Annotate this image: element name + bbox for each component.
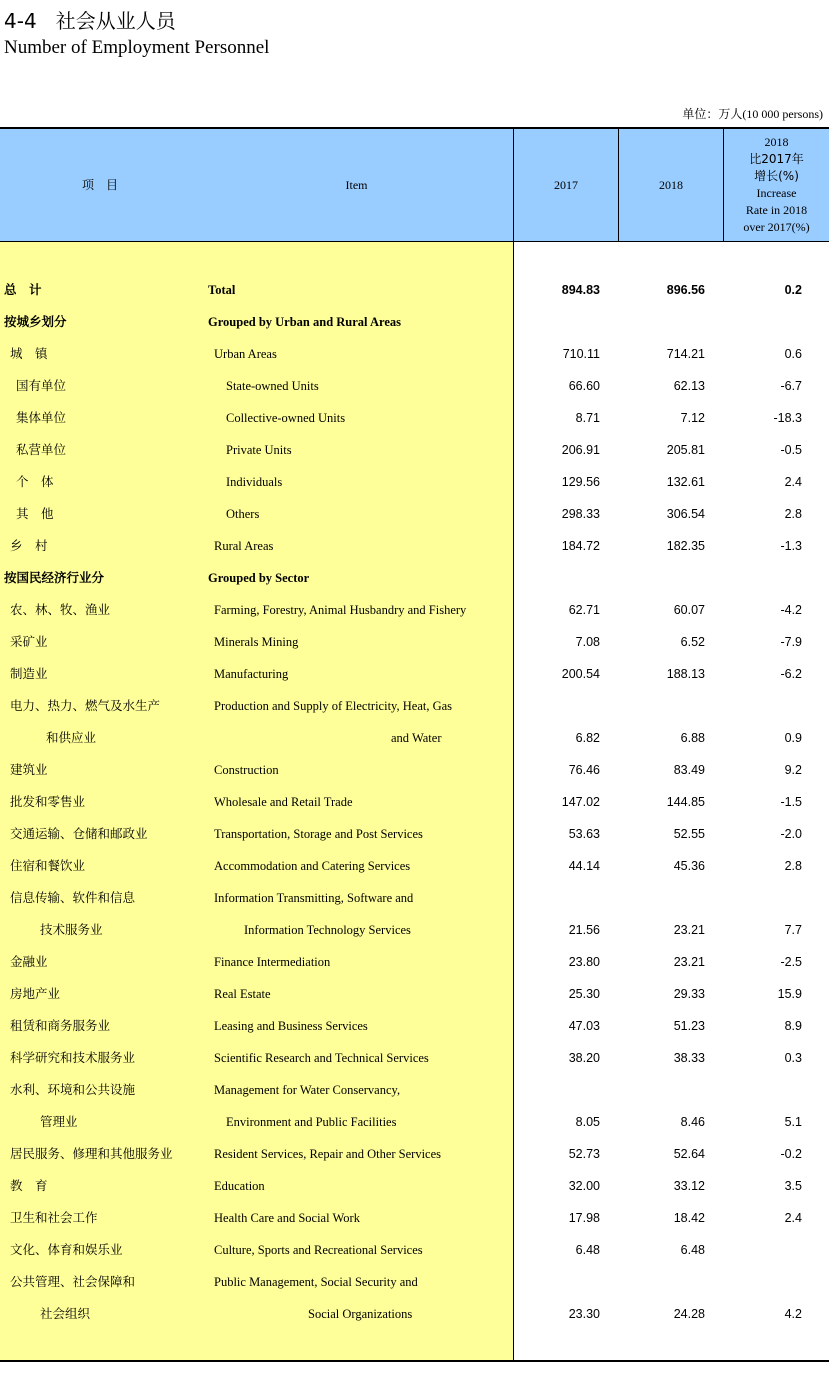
item-name-cn: 总 计 bbox=[4, 282, 42, 297]
item-name-cn: 水利、环境和公共设施 bbox=[10, 1082, 136, 1097]
item-name-cn: 国有单位 bbox=[16, 378, 67, 393]
value-2018: 714.21 bbox=[666, 347, 705, 361]
table-row bbox=[0, 914, 829, 946]
item-name-en: Total bbox=[208, 283, 236, 297]
item-name-en: Minerals Mining bbox=[214, 635, 299, 649]
item-name-cn: 管理业 bbox=[40, 1114, 78, 1129]
value-2018: 33.12 bbox=[673, 1179, 705, 1193]
table-title-cn: 社会从业人员 bbox=[55, 9, 176, 33]
table-bottom-rule bbox=[0, 1360, 829, 1362]
value-2017: 129.56 bbox=[561, 475, 600, 489]
item-name-en: Production and Supply of Electricity, Heat, Gas bbox=[214, 699, 453, 713]
table-row bbox=[0, 306, 829, 338]
increase-rate: 2.4 bbox=[784, 475, 802, 489]
item-name-cn: 信息传输、软件和信息 bbox=[10, 890, 136, 905]
value-2017: 44.14 bbox=[568, 859, 600, 873]
item-name-cn: 城 镇 bbox=[10, 346, 48, 361]
value-2018: 51.23 bbox=[673, 1019, 705, 1033]
increase-rate: 7.7 bbox=[784, 923, 802, 937]
table-row bbox=[0, 466, 829, 498]
table-row bbox=[0, 1074, 829, 1106]
increase-rate: 2.8 bbox=[784, 507, 802, 521]
table-row bbox=[0, 530, 829, 562]
increase-rate: -6.2 bbox=[780, 667, 802, 681]
value-2017: 62.71 bbox=[568, 603, 600, 617]
header-rate bbox=[724, 129, 829, 241]
value-2017: 710.11 bbox=[562, 347, 600, 361]
table-row bbox=[0, 1042, 829, 1074]
value-2017: 38.20 bbox=[568, 1051, 600, 1065]
item-name-cn: 私营单位 bbox=[16, 442, 67, 457]
item-name-cn: 卫生和社会工作 bbox=[10, 1210, 98, 1225]
value-2018: 144.85 bbox=[666, 795, 705, 809]
unit-note: 单位：万人(10 000 persons) bbox=[682, 107, 823, 121]
increase-rate: -1.3 bbox=[780, 539, 802, 553]
table-row bbox=[0, 1266, 829, 1298]
table-row bbox=[0, 562, 829, 594]
item-name-cn: 租赁和商务服务业 bbox=[10, 1018, 111, 1033]
table-row bbox=[0, 722, 829, 754]
increase-rate: -1.5 bbox=[780, 795, 802, 809]
table-row bbox=[0, 1138, 829, 1170]
header-2018: 2018 bbox=[659, 177, 683, 192]
item-name-en: State-owned Units bbox=[226, 379, 319, 393]
item-name-cn: 按国民经济行业分 bbox=[4, 570, 105, 585]
increase-rate: -7.9 bbox=[780, 635, 802, 649]
table-row bbox=[0, 1298, 829, 1330]
value-2018: 896.56 bbox=[666, 283, 705, 297]
item-name-en: Resident Services, Repair and Other Services bbox=[214, 1147, 442, 1161]
table-row bbox=[0, 594, 829, 626]
increase-rate: 3.5 bbox=[784, 1179, 802, 1193]
item-name-en: Farming, Forestry, Animal Husbandry and Fishery bbox=[214, 603, 467, 617]
table-row bbox=[0, 1234, 829, 1266]
header-rate-line: 增长(%) bbox=[754, 169, 799, 183]
item-name-cn: 公共管理、社会保障和 bbox=[10, 1274, 136, 1289]
increase-rate: 15.9 bbox=[777, 987, 802, 1001]
header-rate-line: over 2017(%) bbox=[743, 220, 810, 234]
value-2018: 8.46 bbox=[680, 1115, 705, 1129]
value-2017: 894.83 bbox=[561, 283, 600, 297]
increase-rate: -0.2 bbox=[780, 1147, 802, 1161]
item-name-cn: 房地产业 bbox=[10, 986, 61, 1001]
item-name-en: Private Units bbox=[226, 443, 292, 457]
value-2018: 23.21 bbox=[673, 955, 705, 969]
value-2018: 52.64 bbox=[673, 1147, 705, 1161]
item-name-en: Management for Water Conservancy, bbox=[214, 1083, 401, 1097]
item-name-cn: 技术服务业 bbox=[40, 922, 103, 937]
value-2017: 184.72 bbox=[561, 539, 600, 553]
item-name-cn: 制造业 bbox=[10, 666, 48, 681]
item-name-cn: 按城乡划分 bbox=[4, 314, 67, 329]
item-name-en: Transportation, Storage and Post Services bbox=[214, 827, 423, 841]
value-2017: 8.71 bbox=[575, 411, 600, 425]
item-name-en: Health Care and Social Work bbox=[214, 1211, 360, 1225]
value-2017: 21.56 bbox=[568, 923, 600, 937]
header-item-en: Item bbox=[345, 177, 368, 192]
value-2017: 6.48 bbox=[575, 1243, 600, 1257]
table-number: 4-4 bbox=[4, 9, 37, 33]
table-row bbox=[0, 690, 829, 722]
item-name-en: Culture, Sports and Recreational Services bbox=[214, 1243, 423, 1257]
item-name-en: Scientific Research and Technical Services bbox=[214, 1051, 429, 1065]
item-name-cn: 交通运输、仓储和邮政业 bbox=[10, 826, 148, 841]
table-code bbox=[4, 5, 176, 34]
item-name-en: Real Estate bbox=[214, 987, 271, 1001]
item-name-cn: 电力、热力、燃气及水生产 bbox=[10, 698, 161, 713]
value-2018: 306.54 bbox=[666, 507, 705, 521]
value-2017: 17.98 bbox=[568, 1211, 600, 1225]
value-2018: 38.33 bbox=[673, 1051, 705, 1065]
item-name-en: Finance Intermediation bbox=[214, 955, 331, 969]
item-name-en: Wholesale and Retail Trade bbox=[214, 795, 353, 809]
item-name-cn: 个 体 bbox=[16, 474, 54, 489]
header-rate-line: 2018 bbox=[764, 135, 789, 149]
item-name-en: Grouped by Urban and Rural Areas bbox=[208, 315, 401, 329]
increase-rate: -0.5 bbox=[780, 443, 802, 457]
table-row bbox=[0, 786, 829, 818]
value-2018: 6.48 bbox=[680, 1243, 705, 1257]
value-2018: 205.81 bbox=[666, 443, 705, 457]
item-name-en: Rural Areas bbox=[214, 539, 274, 553]
value-2018: 62.13 bbox=[673, 379, 705, 393]
item-name-en: Public Management, Social Security and bbox=[214, 1275, 418, 1289]
value-2017: 23.80 bbox=[568, 955, 600, 969]
item-name-en: Accommodation and Catering Services bbox=[214, 859, 411, 873]
table-row bbox=[0, 338, 829, 370]
table-row bbox=[0, 754, 829, 786]
item-name-en: Leasing and Business Services bbox=[214, 1019, 368, 1033]
item-name-en: Collective-owned Units bbox=[226, 411, 346, 425]
item-name-cn: 采矿业 bbox=[10, 634, 48, 649]
increase-rate: 0.6 bbox=[784, 347, 802, 361]
value-2018: 188.13 bbox=[666, 667, 705, 681]
header-2017: 2017 bbox=[554, 177, 578, 192]
increase-rate: 2.4 bbox=[784, 1211, 802, 1225]
item-name-cn: 文化、体育和娱乐业 bbox=[10, 1242, 123, 1257]
item-name-en: Urban Areas bbox=[214, 347, 277, 361]
increase-rate: 0.9 bbox=[784, 731, 802, 745]
table-row bbox=[0, 498, 829, 530]
item-name-cn: 批发和零售业 bbox=[10, 794, 86, 809]
table-title-en: Number of Employment Personnel bbox=[4, 37, 270, 58]
value-2017: 53.63 bbox=[568, 827, 600, 841]
table-row bbox=[0, 626, 829, 658]
value-2017: 52.73 bbox=[568, 1147, 600, 1161]
increase-rate: 0.3 bbox=[784, 1051, 802, 1065]
value-2018: 29.33 bbox=[673, 987, 705, 1001]
value-2018: 182.35 bbox=[666, 539, 705, 553]
item-name-en: Construction bbox=[214, 763, 279, 777]
value-2018: 7.12 bbox=[680, 411, 705, 425]
table-row bbox=[0, 434, 829, 466]
item-name-cn: 金融业 bbox=[10, 954, 48, 969]
value-2018: 132.61 bbox=[666, 475, 705, 489]
item-name-cn: 住宿和餐饮业 bbox=[10, 858, 86, 873]
item-name-en: and Water bbox=[391, 731, 442, 745]
value-2018: 45.36 bbox=[673, 859, 705, 873]
value-2017: 6.82 bbox=[575, 731, 600, 745]
header-rate-line: Rate in 2018 bbox=[745, 203, 808, 217]
increase-rate: -2.5 bbox=[780, 955, 802, 969]
item-name-en: Manufacturing bbox=[214, 667, 289, 681]
table-row bbox=[0, 818, 829, 850]
item-name-cn: 其 他 bbox=[16, 506, 54, 521]
item-name-en: Social Organizations bbox=[308, 1307, 413, 1321]
table-row bbox=[0, 370, 829, 402]
value-2017: 206.91 bbox=[561, 443, 600, 457]
value-2017: 47.03 bbox=[568, 1019, 600, 1033]
value-2017: 32.00 bbox=[568, 1179, 600, 1193]
value-2017: 147.02 bbox=[561, 795, 600, 809]
item-name-cn: 农、林、牧、渔业 bbox=[10, 602, 111, 617]
table-row bbox=[0, 1170, 829, 1202]
item-name-cn: 教 育 bbox=[10, 1178, 48, 1193]
value-2018: 23.21 bbox=[673, 923, 705, 937]
item-name-cn: 科学研究和技术服务业 bbox=[10, 1050, 136, 1065]
value-2018: 60.07 bbox=[673, 603, 705, 617]
item-name-en: Education bbox=[214, 1179, 265, 1193]
item-name-cn: 居民服务、修理和其他服务业 bbox=[10, 1146, 173, 1161]
value-2017: 76.46 bbox=[568, 763, 600, 777]
value-2017: 200.54 bbox=[561, 667, 600, 681]
value-2017: 66.60 bbox=[568, 379, 600, 393]
value-2018: 52.55 bbox=[673, 827, 705, 841]
item-name-en: Information Transmitting, Software and bbox=[214, 891, 414, 905]
table-row bbox=[0, 658, 829, 690]
increase-rate: 8.9 bbox=[784, 1019, 802, 1033]
item-name-en: Individuals bbox=[226, 475, 283, 489]
table-row bbox=[0, 1202, 829, 1234]
item-name-en: Grouped by Sector bbox=[208, 571, 310, 585]
item-name-en: Others bbox=[226, 507, 260, 521]
item-name-cn: 和供应业 bbox=[46, 730, 97, 745]
value-2018: 24.28 bbox=[673, 1307, 705, 1321]
increase-rate: 9.2 bbox=[784, 763, 802, 777]
table-row bbox=[0, 274, 829, 306]
increase-rate: 5.1 bbox=[784, 1115, 802, 1129]
item-name-cn: 社会组织 bbox=[40, 1306, 91, 1321]
value-2017: 25.30 bbox=[568, 987, 600, 1001]
header-item-cn: 项 目 bbox=[81, 177, 118, 192]
value-2017: 23.30 bbox=[568, 1307, 600, 1321]
header-rate-line: 比2017年 bbox=[749, 152, 804, 166]
increase-rate: -4.2 bbox=[780, 603, 802, 617]
item-name-cn: 建筑业 bbox=[10, 762, 48, 777]
value-2018: 83.49 bbox=[673, 763, 705, 777]
table-row bbox=[0, 978, 829, 1010]
value-2017: 298.33 bbox=[561, 507, 600, 521]
item-name-en: Information Technology Services bbox=[244, 923, 411, 937]
increase-rate: -18.3 bbox=[773, 411, 802, 425]
value-2017: 8.05 bbox=[575, 1115, 600, 1129]
value-2018: 6.88 bbox=[680, 731, 705, 745]
increase-rate: 2.8 bbox=[784, 859, 802, 873]
item-name-cn: 乡 村 bbox=[10, 538, 48, 553]
table-row bbox=[0, 1106, 829, 1138]
increase-rate: -6.7 bbox=[780, 379, 802, 393]
increase-rate: 4.2 bbox=[784, 1307, 802, 1321]
header-rate-line: Increase bbox=[756, 186, 797, 200]
increase-rate: 0.2 bbox=[784, 283, 802, 297]
value-2018: 18.42 bbox=[673, 1211, 705, 1225]
table-row bbox=[0, 882, 829, 914]
value-2018: 6.52 bbox=[680, 635, 705, 649]
table-row bbox=[0, 946, 829, 978]
table-row bbox=[0, 402, 829, 434]
item-name-cn: 集体单位 bbox=[16, 410, 67, 425]
value-2017: 7.08 bbox=[575, 635, 600, 649]
table-row bbox=[0, 1010, 829, 1042]
item-name-en: Environment and Public Facilities bbox=[226, 1115, 397, 1129]
table-row bbox=[0, 850, 829, 882]
increase-rate: -2.0 bbox=[780, 827, 802, 841]
